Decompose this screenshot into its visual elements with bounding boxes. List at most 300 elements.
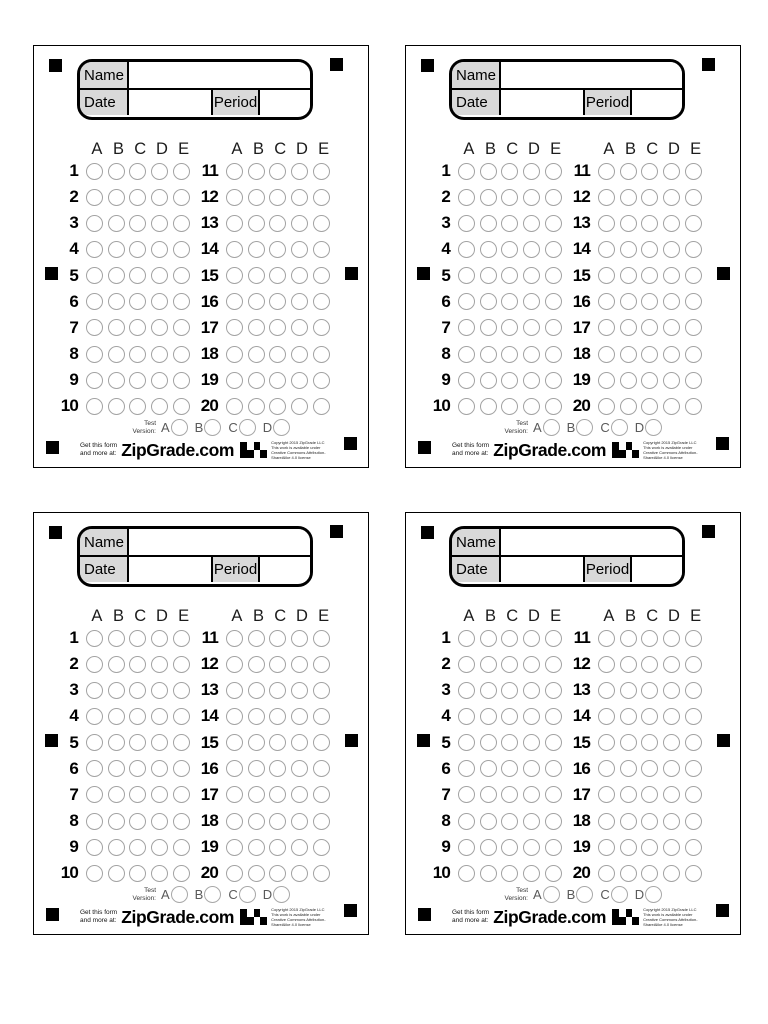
answer-bubble-q16-D[interactable] bbox=[291, 293, 308, 310]
answer-bubble-q9-C[interactable] bbox=[129, 839, 146, 856]
answer-bubble-q3-D[interactable] bbox=[523, 682, 540, 699]
answer-bubble-q7-A[interactable] bbox=[86, 319, 103, 336]
answer-bubble-q1-B[interactable] bbox=[480, 163, 497, 180]
answer-bubble-q19-B[interactable] bbox=[620, 372, 637, 389]
answer-bubble-q1-C[interactable] bbox=[129, 163, 146, 180]
answer-bubble-q4-B[interactable] bbox=[480, 241, 497, 258]
answer-bubble-q2-D[interactable] bbox=[523, 189, 540, 206]
answer-bubble-q12-A[interactable] bbox=[598, 189, 615, 206]
answer-bubble-q2-B[interactable] bbox=[480, 189, 497, 206]
answer-bubble-q10-B[interactable] bbox=[480, 398, 497, 415]
answer-bubble-q4-C[interactable] bbox=[129, 708, 146, 725]
answer-bubble-q8-B[interactable] bbox=[480, 346, 497, 363]
answer-bubble-q17-A[interactable] bbox=[226, 319, 243, 336]
answer-bubble-q12-B[interactable] bbox=[620, 656, 637, 673]
answer-bubble-q2-A[interactable] bbox=[86, 189, 103, 206]
answer-bubble-q9-B[interactable] bbox=[108, 839, 125, 856]
answer-bubble-q19-B[interactable] bbox=[248, 372, 265, 389]
test-version-bubble-B[interactable] bbox=[204, 419, 221, 436]
answer-bubble-q9-C[interactable] bbox=[501, 839, 518, 856]
answer-bubble-q12-E[interactable] bbox=[685, 189, 702, 206]
answer-bubble-q17-B[interactable] bbox=[620, 319, 637, 336]
answer-bubble-q1-C[interactable] bbox=[501, 630, 518, 647]
answer-bubble-q14-D[interactable] bbox=[291, 241, 308, 258]
answer-bubble-q11-B[interactable] bbox=[620, 630, 637, 647]
name-field[interactable] bbox=[501, 62, 682, 88]
answer-bubble-q2-C[interactable] bbox=[501, 656, 518, 673]
answer-bubble-q8-A[interactable] bbox=[86, 346, 103, 363]
answer-bubble-q17-A[interactable] bbox=[226, 786, 243, 803]
answer-bubble-q1-B[interactable] bbox=[108, 163, 125, 180]
answer-bubble-q18-E[interactable] bbox=[313, 813, 330, 830]
answer-bubble-q13-A[interactable] bbox=[226, 682, 243, 699]
answer-bubble-q16-E[interactable] bbox=[685, 293, 702, 310]
answer-bubble-q12-C[interactable] bbox=[641, 656, 658, 673]
answer-bubble-q11-B[interactable] bbox=[248, 630, 265, 647]
answer-bubble-q3-B[interactable] bbox=[480, 215, 497, 232]
answer-bubble-q5-C[interactable] bbox=[501, 267, 518, 284]
answer-bubble-q14-B[interactable] bbox=[248, 241, 265, 258]
answer-bubble-q11-D[interactable] bbox=[291, 163, 308, 180]
answer-bubble-q8-A[interactable] bbox=[458, 813, 475, 830]
answer-bubble-q11-C[interactable] bbox=[269, 163, 286, 180]
answer-bubble-q7-C[interactable] bbox=[501, 786, 518, 803]
answer-bubble-q14-B[interactable] bbox=[620, 708, 637, 725]
answer-bubble-q15-C[interactable] bbox=[641, 267, 658, 284]
test-version-bubble-A[interactable] bbox=[543, 886, 560, 903]
answer-bubble-q6-A[interactable] bbox=[458, 760, 475, 777]
answer-bubble-q13-C[interactable] bbox=[641, 682, 658, 699]
answer-bubble-q6-B[interactable] bbox=[108, 293, 125, 310]
answer-bubble-q15-B[interactable] bbox=[620, 734, 637, 751]
answer-bubble-q15-B[interactable] bbox=[248, 267, 265, 284]
answer-bubble-q12-C[interactable] bbox=[269, 189, 286, 206]
answer-bubble-q16-B[interactable] bbox=[248, 760, 265, 777]
answer-bubble-q19-A[interactable] bbox=[598, 839, 615, 856]
answer-bubble-q4-B[interactable] bbox=[108, 708, 125, 725]
answer-bubble-q1-D[interactable] bbox=[151, 163, 168, 180]
answer-bubble-q16-A[interactable] bbox=[598, 760, 615, 777]
answer-bubble-q3-A[interactable] bbox=[86, 215, 103, 232]
answer-bubble-q4-A[interactable] bbox=[86, 241, 103, 258]
answer-bubble-q1-D[interactable] bbox=[151, 630, 168, 647]
answer-bubble-q10-B[interactable] bbox=[108, 865, 125, 882]
answer-bubble-q7-C[interactable] bbox=[129, 786, 146, 803]
answer-bubble-q17-E[interactable] bbox=[313, 786, 330, 803]
answer-bubble-q15-D[interactable] bbox=[291, 734, 308, 751]
answer-bubble-q17-B[interactable] bbox=[248, 319, 265, 336]
answer-bubble-q1-A[interactable] bbox=[86, 163, 103, 180]
answer-bubble-q15-B[interactable] bbox=[248, 734, 265, 751]
answer-bubble-q17-E[interactable] bbox=[685, 319, 702, 336]
answer-bubble-q18-B[interactable] bbox=[248, 813, 265, 830]
answer-bubble-q2-D[interactable] bbox=[151, 656, 168, 673]
answer-bubble-q17-E[interactable] bbox=[313, 319, 330, 336]
answer-bubble-q18-C[interactable] bbox=[269, 346, 286, 363]
answer-bubble-q4-D[interactable] bbox=[151, 708, 168, 725]
answer-bubble-q17-D[interactable] bbox=[291, 786, 308, 803]
answer-bubble-q3-B[interactable] bbox=[108, 215, 125, 232]
answer-bubble-q4-C[interactable] bbox=[129, 241, 146, 258]
answer-bubble-q15-A[interactable] bbox=[226, 267, 243, 284]
answer-bubble-q9-A[interactable] bbox=[458, 372, 475, 389]
answer-bubble-q16-E[interactable] bbox=[313, 760, 330, 777]
answer-bubble-q10-B[interactable] bbox=[108, 398, 125, 415]
answer-bubble-q5-D[interactable] bbox=[523, 267, 540, 284]
answer-bubble-q17-C[interactable] bbox=[641, 319, 658, 336]
answer-bubble-q13-A[interactable] bbox=[598, 682, 615, 699]
answer-bubble-q4-D[interactable] bbox=[523, 241, 540, 258]
answer-bubble-q10-C[interactable] bbox=[501, 865, 518, 882]
answer-bubble-q4-D[interactable] bbox=[523, 708, 540, 725]
date-field[interactable] bbox=[501, 90, 583, 115]
answer-bubble-q13-D[interactable] bbox=[663, 215, 680, 232]
answer-bubble-q16-A[interactable] bbox=[226, 293, 243, 310]
answer-bubble-q6-A[interactable] bbox=[86, 293, 103, 310]
answer-bubble-q3-D[interactable] bbox=[151, 682, 168, 699]
answer-bubble-q9-A[interactable] bbox=[86, 839, 103, 856]
answer-bubble-q16-A[interactable] bbox=[226, 760, 243, 777]
answer-bubble-q1-D[interactable] bbox=[523, 630, 540, 647]
answer-bubble-q5-A[interactable] bbox=[458, 267, 475, 284]
answer-bubble-q15-E[interactable] bbox=[685, 734, 702, 751]
answer-bubble-q19-C[interactable] bbox=[641, 839, 658, 856]
answer-bubble-q2-B[interactable] bbox=[108, 189, 125, 206]
answer-bubble-q12-D[interactable] bbox=[291, 189, 308, 206]
answer-bubble-q18-B[interactable] bbox=[620, 346, 637, 363]
name-field[interactable] bbox=[129, 529, 310, 555]
answer-bubble-q4-A[interactable] bbox=[458, 708, 475, 725]
answer-bubble-q15-C[interactable] bbox=[269, 734, 286, 751]
answer-bubble-q19-C[interactable] bbox=[641, 372, 658, 389]
answer-bubble-q15-B[interactable] bbox=[620, 267, 637, 284]
answer-bubble-q20-D[interactable] bbox=[663, 865, 680, 882]
answer-bubble-q3-B[interactable] bbox=[108, 682, 125, 699]
answer-bubble-q14-E[interactable] bbox=[685, 241, 702, 258]
answer-bubble-q10-A[interactable] bbox=[458, 865, 475, 882]
answer-bubble-q5-B[interactable] bbox=[480, 267, 497, 284]
answer-bubble-q2-B[interactable] bbox=[480, 656, 497, 673]
answer-bubble-q7-D[interactable] bbox=[523, 319, 540, 336]
answer-bubble-q6-B[interactable] bbox=[480, 760, 497, 777]
answer-bubble-q4-A[interactable] bbox=[86, 708, 103, 725]
answer-bubble-q12-D[interactable] bbox=[291, 656, 308, 673]
answer-bubble-q19-D[interactable] bbox=[291, 839, 308, 856]
answer-bubble-q1-A[interactable] bbox=[458, 630, 475, 647]
answer-bubble-q14-E[interactable] bbox=[685, 708, 702, 725]
answer-bubble-q9-C[interactable] bbox=[129, 372, 146, 389]
answer-bubble-q16-D[interactable] bbox=[663, 760, 680, 777]
answer-bubble-q8-A[interactable] bbox=[458, 346, 475, 363]
answer-bubble-q19-A[interactable] bbox=[226, 372, 243, 389]
answer-bubble-q19-D[interactable] bbox=[663, 372, 680, 389]
answer-bubble-q20-D[interactable] bbox=[291, 865, 308, 882]
answer-bubble-q18-B[interactable] bbox=[248, 346, 265, 363]
answer-bubble-q2-D[interactable] bbox=[523, 656, 540, 673]
answer-bubble-q9-B[interactable] bbox=[480, 372, 497, 389]
answer-bubble-q11-D[interactable] bbox=[663, 630, 680, 647]
answer-bubble-q10-D[interactable] bbox=[523, 865, 540, 882]
answer-bubble-q5-C[interactable] bbox=[501, 734, 518, 751]
answer-bubble-q12-A[interactable] bbox=[226, 656, 243, 673]
answer-bubble-q16-C[interactable] bbox=[641, 293, 658, 310]
answer-bubble-q16-D[interactable] bbox=[291, 760, 308, 777]
answer-bubble-q9-D[interactable] bbox=[523, 372, 540, 389]
answer-bubble-q5-B[interactable] bbox=[480, 734, 497, 751]
answer-bubble-q20-E[interactable] bbox=[685, 865, 702, 882]
answer-bubble-q8-D[interactable] bbox=[151, 346, 168, 363]
answer-bubble-q9-D[interactable] bbox=[523, 839, 540, 856]
answer-bubble-q6-C[interactable] bbox=[129, 760, 146, 777]
answer-bubble-q19-E[interactable] bbox=[685, 839, 702, 856]
answer-bubble-q19-A[interactable] bbox=[226, 839, 243, 856]
answer-bubble-q20-B[interactable] bbox=[248, 865, 265, 882]
answer-bubble-q16-D[interactable] bbox=[663, 293, 680, 310]
answer-bubble-q3-C[interactable] bbox=[501, 682, 518, 699]
answer-bubble-q17-B[interactable] bbox=[620, 786, 637, 803]
answer-bubble-q11-E[interactable] bbox=[313, 163, 330, 180]
answer-bubble-q1-A[interactable] bbox=[458, 163, 475, 180]
answer-bubble-q12-E[interactable] bbox=[313, 656, 330, 673]
answer-bubble-q10-C[interactable] bbox=[501, 398, 518, 415]
answer-bubble-q13-E[interactable] bbox=[313, 215, 330, 232]
answer-bubble-q15-E[interactable] bbox=[685, 267, 702, 284]
answer-bubble-q13-C[interactable] bbox=[269, 682, 286, 699]
answer-bubble-q9-D[interactable] bbox=[151, 372, 168, 389]
answer-bubble-q13-B[interactable] bbox=[620, 215, 637, 232]
answer-bubble-q3-C[interactable] bbox=[501, 215, 518, 232]
answer-bubble-q19-E[interactable] bbox=[313, 372, 330, 389]
answer-bubble-q8-C[interactable] bbox=[501, 813, 518, 830]
answer-bubble-q14-B[interactable] bbox=[248, 708, 265, 725]
answer-bubble-q18-C[interactable] bbox=[269, 813, 286, 830]
answer-bubble-q4-C[interactable] bbox=[501, 708, 518, 725]
answer-bubble-q15-A[interactable] bbox=[226, 734, 243, 751]
answer-bubble-q8-B[interactable] bbox=[108, 813, 125, 830]
answer-bubble-q18-E[interactable] bbox=[313, 346, 330, 363]
answer-bubble-q2-A[interactable] bbox=[86, 656, 103, 673]
answer-bubble-q18-D[interactable] bbox=[663, 346, 680, 363]
answer-bubble-q12-D[interactable] bbox=[663, 189, 680, 206]
answer-bubble-q11-E[interactable] bbox=[685, 163, 702, 180]
answer-bubble-q6-B[interactable] bbox=[108, 760, 125, 777]
answer-bubble-q11-D[interactable] bbox=[291, 630, 308, 647]
answer-bubble-q19-D[interactable] bbox=[291, 372, 308, 389]
answer-bubble-q14-C[interactable] bbox=[641, 241, 658, 258]
answer-bubble-q14-A[interactable] bbox=[598, 708, 615, 725]
answer-bubble-q17-D[interactable] bbox=[663, 786, 680, 803]
test-version-bubble-D[interactable] bbox=[273, 886, 290, 903]
answer-bubble-q5-B[interactable] bbox=[108, 734, 125, 751]
answer-bubble-q18-E[interactable] bbox=[685, 346, 702, 363]
answer-bubble-q8-D[interactable] bbox=[523, 346, 540, 363]
answer-bubble-q9-D[interactable] bbox=[151, 839, 168, 856]
answer-bubble-q11-A[interactable] bbox=[598, 630, 615, 647]
answer-bubble-q20-C[interactable] bbox=[269, 865, 286, 882]
answer-bubble-q20-C[interactable] bbox=[269, 398, 286, 415]
answer-bubble-q11-E[interactable] bbox=[313, 630, 330, 647]
answer-bubble-q11-B[interactable] bbox=[248, 163, 265, 180]
answer-bubble-q9-A[interactable] bbox=[86, 372, 103, 389]
answer-bubble-q13-E[interactable] bbox=[685, 682, 702, 699]
answer-bubble-q14-D[interactable] bbox=[663, 708, 680, 725]
answer-bubble-q20-E[interactable] bbox=[313, 865, 330, 882]
answer-bubble-q13-C[interactable] bbox=[269, 215, 286, 232]
answer-bubble-q19-B[interactable] bbox=[620, 839, 637, 856]
answer-bubble-q15-D[interactable] bbox=[663, 734, 680, 751]
answer-bubble-q11-C[interactable] bbox=[641, 163, 658, 180]
answer-bubble-q2-D[interactable] bbox=[151, 189, 168, 206]
answer-bubble-q9-B[interactable] bbox=[108, 372, 125, 389]
answer-bubble-q18-B[interactable] bbox=[620, 813, 637, 830]
answer-bubble-q3-A[interactable] bbox=[458, 215, 475, 232]
answer-bubble-q7-C[interactable] bbox=[501, 319, 518, 336]
answer-bubble-q17-A[interactable] bbox=[598, 319, 615, 336]
answer-bubble-q9-A[interactable] bbox=[458, 839, 475, 856]
answer-bubble-q19-D[interactable] bbox=[663, 839, 680, 856]
answer-bubble-q14-D[interactable] bbox=[663, 241, 680, 258]
answer-bubble-q15-A[interactable] bbox=[598, 734, 615, 751]
test-version-bubble-D[interactable] bbox=[645, 886, 662, 903]
answer-bubble-q18-A[interactable] bbox=[226, 346, 243, 363]
answer-bubble-q2-A[interactable] bbox=[458, 189, 475, 206]
answer-bubble-q15-C[interactable] bbox=[641, 734, 658, 751]
answer-bubble-q4-C[interactable] bbox=[501, 241, 518, 258]
answer-bubble-q14-E[interactable] bbox=[313, 708, 330, 725]
answer-bubble-q14-C[interactable] bbox=[269, 708, 286, 725]
answer-bubble-q17-A[interactable] bbox=[598, 786, 615, 803]
answer-bubble-q19-B[interactable] bbox=[248, 839, 265, 856]
answer-bubble-q6-C[interactable] bbox=[129, 293, 146, 310]
answer-bubble-q5-A[interactable] bbox=[458, 734, 475, 751]
answer-bubble-q13-E[interactable] bbox=[685, 215, 702, 232]
answer-bubble-q3-C[interactable] bbox=[129, 682, 146, 699]
period-field[interactable] bbox=[632, 90, 682, 115]
test-version-bubble-D[interactable] bbox=[645, 419, 662, 436]
answer-bubble-q7-D[interactable] bbox=[151, 319, 168, 336]
answer-bubble-q15-D[interactable] bbox=[291, 267, 308, 284]
answer-bubble-q1-A[interactable] bbox=[86, 630, 103, 647]
answer-bubble-q3-B[interactable] bbox=[480, 682, 497, 699]
answer-bubble-q3-A[interactable] bbox=[458, 682, 475, 699]
answer-bubble-q18-C[interactable] bbox=[641, 813, 658, 830]
answer-bubble-q20-A[interactable] bbox=[598, 398, 615, 415]
answer-bubble-q2-C[interactable] bbox=[129, 656, 146, 673]
answer-bubble-q17-E[interactable] bbox=[685, 786, 702, 803]
answer-bubble-q18-A[interactable] bbox=[226, 813, 243, 830]
answer-bubble-q13-A[interactable] bbox=[598, 215, 615, 232]
test-version-bubble-A[interactable] bbox=[543, 419, 560, 436]
answer-bubble-q12-A[interactable] bbox=[226, 189, 243, 206]
answer-bubble-q20-E[interactable] bbox=[685, 398, 702, 415]
answer-bubble-q12-B[interactable] bbox=[248, 656, 265, 673]
answer-bubble-q8-B[interactable] bbox=[108, 346, 125, 363]
answer-bubble-q10-D[interactable] bbox=[151, 398, 168, 415]
answer-bubble-q6-C[interactable] bbox=[501, 293, 518, 310]
answer-bubble-q20-D[interactable] bbox=[291, 398, 308, 415]
answer-bubble-q5-A[interactable] bbox=[86, 267, 103, 284]
answer-bubble-q11-B[interactable] bbox=[620, 163, 637, 180]
answer-bubble-q18-C[interactable] bbox=[641, 346, 658, 363]
answer-bubble-q20-B[interactable] bbox=[620, 398, 637, 415]
answer-bubble-q2-C[interactable] bbox=[501, 189, 518, 206]
answer-bubble-q13-B[interactable] bbox=[248, 215, 265, 232]
answer-bubble-q12-D[interactable] bbox=[663, 656, 680, 673]
answer-bubble-q8-C[interactable] bbox=[501, 346, 518, 363]
answer-bubble-q6-C[interactable] bbox=[501, 760, 518, 777]
answer-bubble-q14-B[interactable] bbox=[620, 241, 637, 258]
answer-bubble-q13-A[interactable] bbox=[226, 215, 243, 232]
answer-bubble-q12-B[interactable] bbox=[620, 189, 637, 206]
date-field[interactable] bbox=[501, 557, 583, 582]
answer-bubble-q19-C[interactable] bbox=[269, 372, 286, 389]
answer-bubble-q18-A[interactable] bbox=[598, 346, 615, 363]
period-field[interactable] bbox=[260, 557, 310, 582]
answer-bubble-q17-D[interactable] bbox=[663, 319, 680, 336]
test-version-bubble-A[interactable] bbox=[171, 886, 188, 903]
answer-bubble-q3-C[interactable] bbox=[129, 215, 146, 232]
answer-bubble-q16-E[interactable] bbox=[313, 293, 330, 310]
answer-bubble-q1-C[interactable] bbox=[129, 630, 146, 647]
answer-bubble-q4-D[interactable] bbox=[151, 241, 168, 258]
answer-bubble-q1-B[interactable] bbox=[108, 630, 125, 647]
answer-bubble-q6-D[interactable] bbox=[151, 760, 168, 777]
answer-bubble-q6-B[interactable] bbox=[480, 293, 497, 310]
period-field[interactable] bbox=[260, 90, 310, 115]
answer-bubble-q13-E[interactable] bbox=[313, 682, 330, 699]
answer-bubble-q7-A[interactable] bbox=[458, 786, 475, 803]
answer-bubble-q3-D[interactable] bbox=[523, 215, 540, 232]
answer-bubble-q11-C[interactable] bbox=[269, 630, 286, 647]
answer-bubble-q13-C[interactable] bbox=[641, 215, 658, 232]
answer-bubble-q16-C[interactable] bbox=[641, 760, 658, 777]
answer-bubble-q10-A[interactable] bbox=[458, 398, 475, 415]
answer-bubble-q16-B[interactable] bbox=[248, 293, 265, 310]
answer-bubble-q15-D[interactable] bbox=[663, 267, 680, 284]
answer-bubble-q16-E[interactable] bbox=[685, 760, 702, 777]
answer-bubble-q5-A[interactable] bbox=[86, 734, 103, 751]
answer-bubble-q15-E[interactable] bbox=[313, 267, 330, 284]
answer-bubble-q7-A[interactable] bbox=[458, 319, 475, 336]
answer-bubble-q13-D[interactable] bbox=[291, 682, 308, 699]
answer-bubble-q20-E[interactable] bbox=[313, 398, 330, 415]
answer-bubble-q16-C[interactable] bbox=[269, 760, 286, 777]
answer-bubble-q10-A[interactable] bbox=[86, 865, 103, 882]
test-version-bubble-B[interactable] bbox=[204, 886, 221, 903]
answer-bubble-q6-D[interactable] bbox=[151, 293, 168, 310]
answer-bubble-q5-C[interactable] bbox=[129, 267, 146, 284]
answer-bubble-q17-C[interactable] bbox=[641, 786, 658, 803]
test-version-bubble-C[interactable] bbox=[239, 886, 256, 903]
answer-bubble-q7-B[interactable] bbox=[480, 786, 497, 803]
test-version-bubble-C[interactable] bbox=[239, 419, 256, 436]
test-version-bubble-C[interactable] bbox=[611, 886, 628, 903]
answer-bubble-q11-A[interactable] bbox=[226, 163, 243, 180]
answer-bubble-q3-A[interactable] bbox=[86, 682, 103, 699]
answer-bubble-q15-A[interactable] bbox=[598, 267, 615, 284]
answer-bubble-q19-A[interactable] bbox=[598, 372, 615, 389]
answer-bubble-q19-E[interactable] bbox=[685, 372, 702, 389]
answer-bubble-q20-B[interactable] bbox=[248, 398, 265, 415]
answer-bubble-q5-D[interactable] bbox=[151, 267, 168, 284]
answer-bubble-q8-D[interactable] bbox=[151, 813, 168, 830]
answer-bubble-q12-E[interactable] bbox=[313, 189, 330, 206]
answer-bubble-q8-A[interactable] bbox=[86, 813, 103, 830]
answer-bubble-q17-B[interactable] bbox=[248, 786, 265, 803]
answer-bubble-q3-D[interactable] bbox=[151, 215, 168, 232]
answer-bubble-q13-B[interactable] bbox=[620, 682, 637, 699]
answer-bubble-q14-E[interactable] bbox=[313, 241, 330, 258]
